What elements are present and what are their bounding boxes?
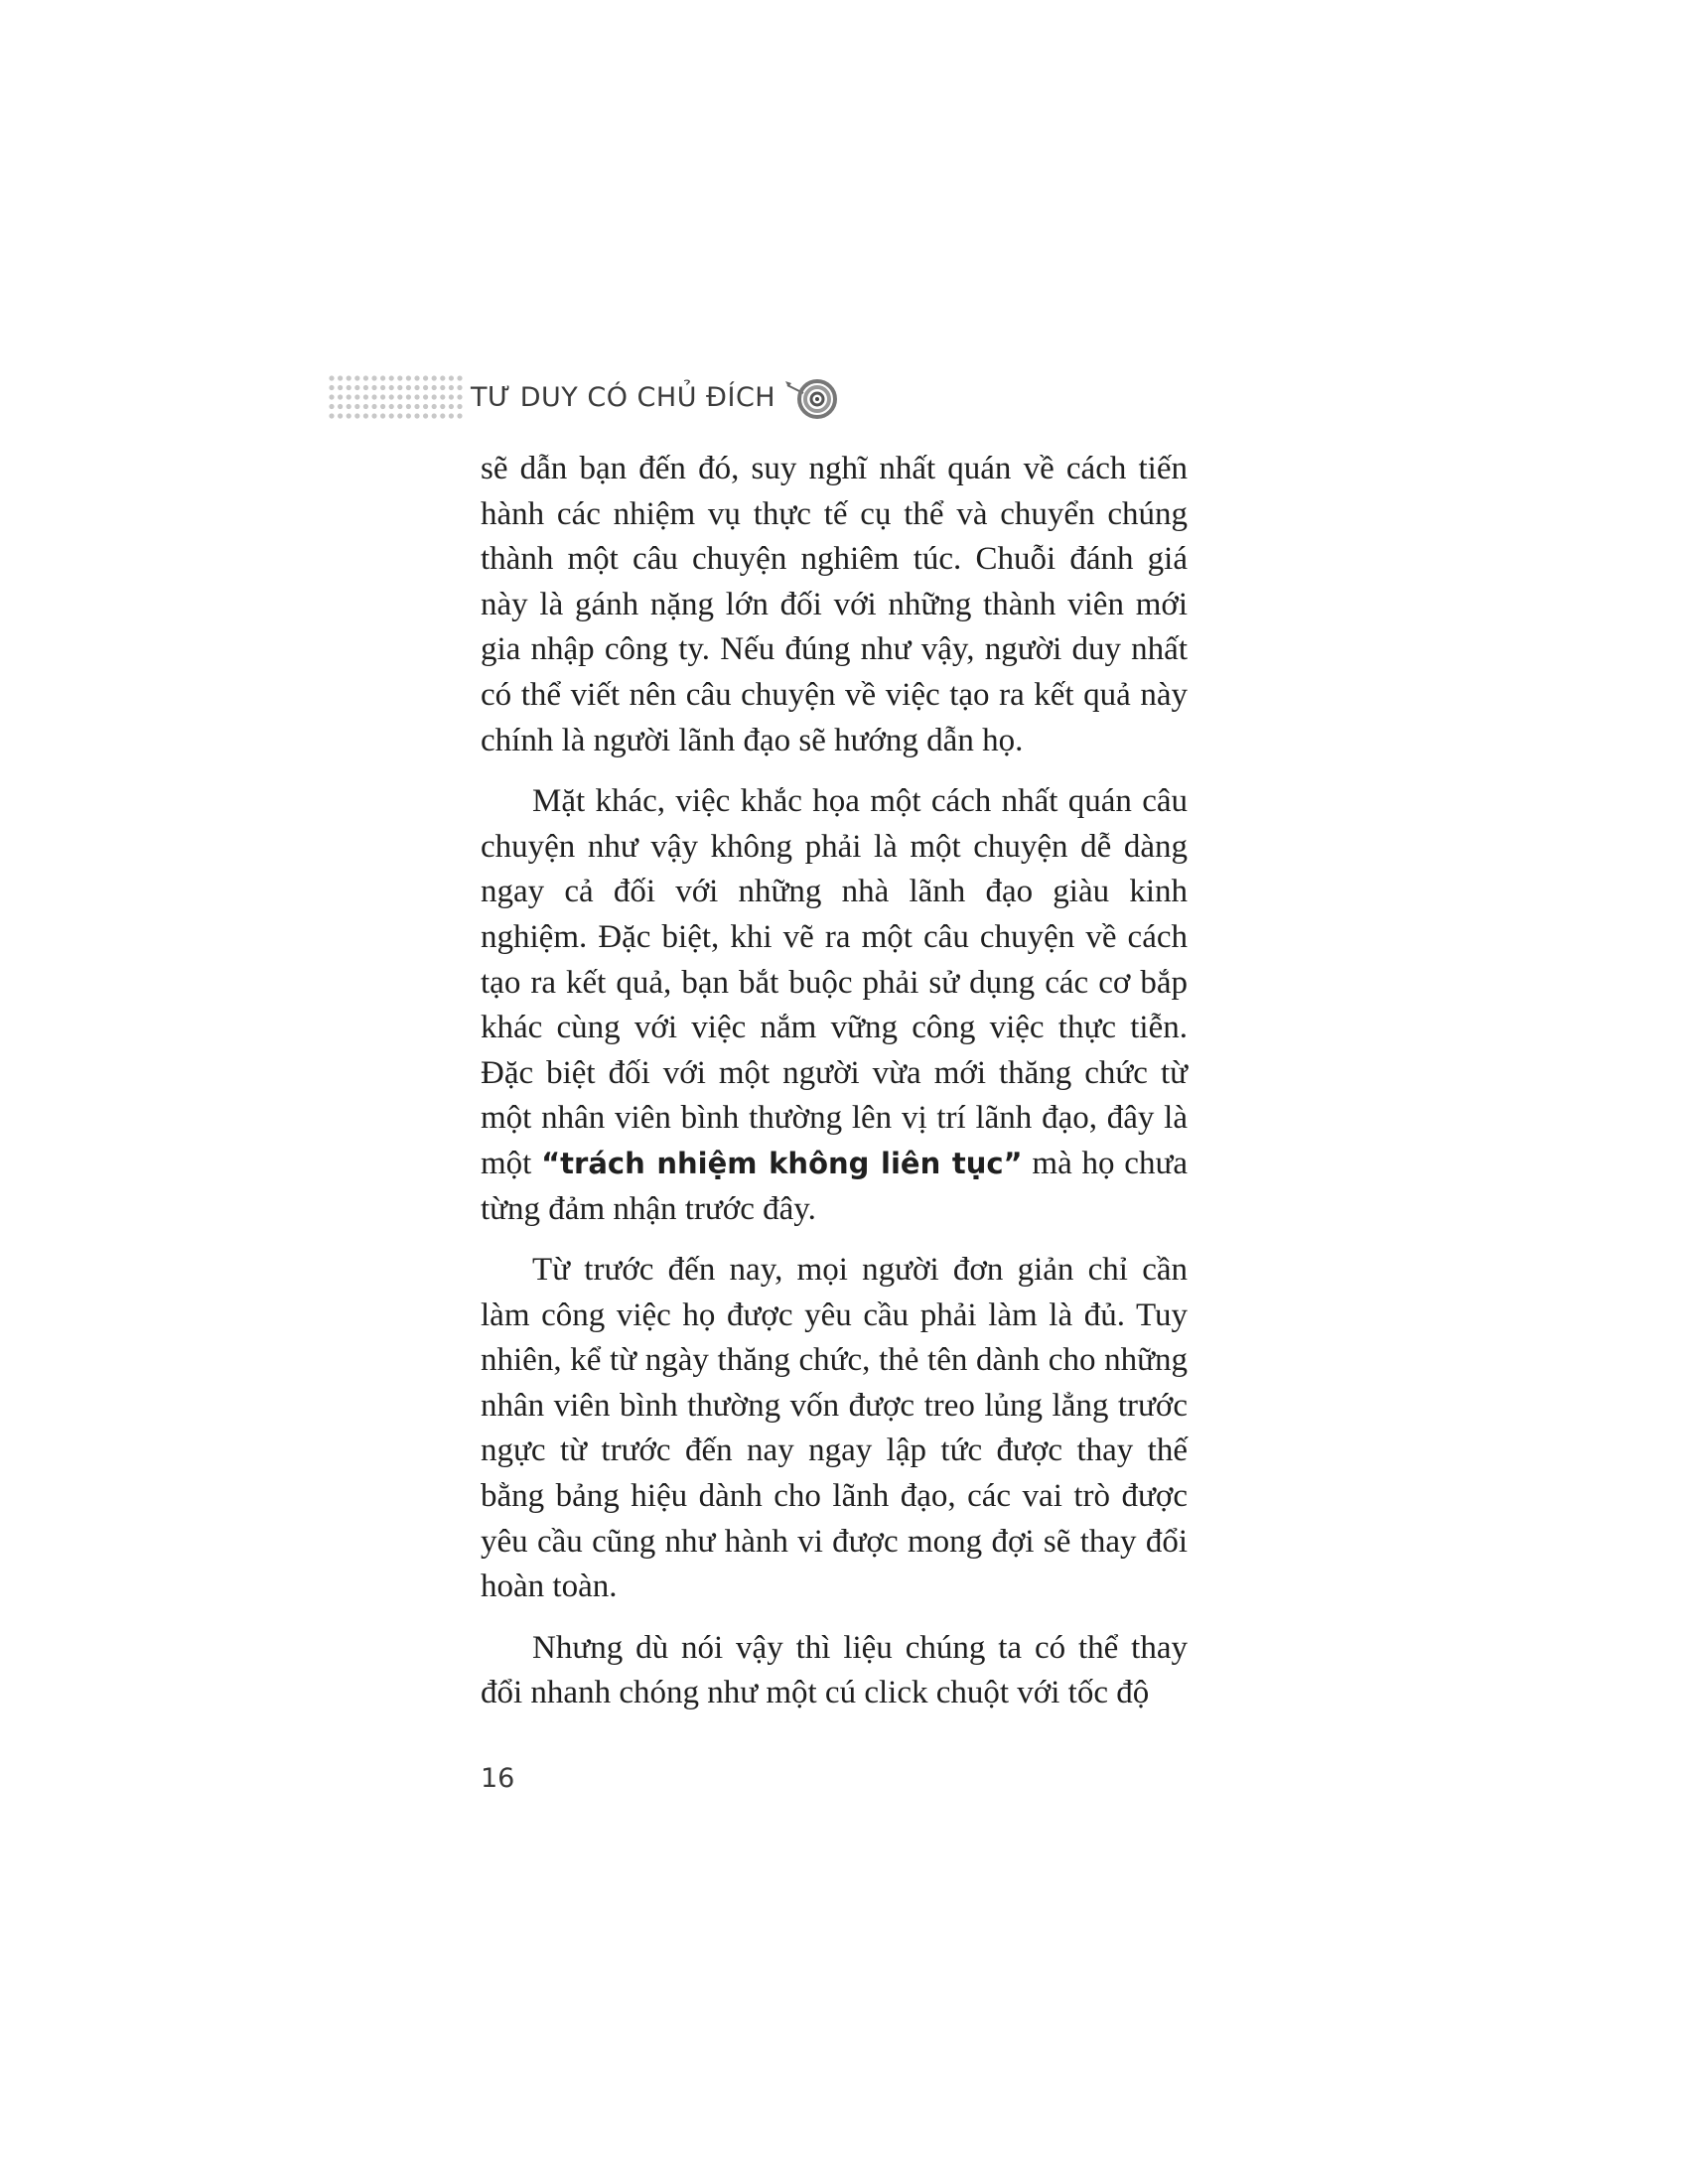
grid-dot <box>329 375 334 380</box>
grid-dot <box>457 394 462 399</box>
grid-dot <box>432 394 437 399</box>
grid-dot <box>440 413 445 418</box>
grid-dot <box>457 413 462 418</box>
grid-dot <box>406 394 411 399</box>
grid-dot <box>449 375 454 380</box>
grid-dot <box>432 375 437 380</box>
grid-dot <box>363 375 368 380</box>
grid-dot <box>380 385 385 390</box>
running-header <box>328 369 837 425</box>
running-title: TƯ DUY CÓ CHỦ ĐÍCH <box>471 381 776 413</box>
grid-dot <box>380 394 385 399</box>
grid-dot <box>397 404 402 409</box>
grid-dot <box>371 394 376 399</box>
grid-dot <box>380 413 385 418</box>
emphasis-phrase: “trách nhiệm không liên tục” <box>541 1146 1023 1180</box>
grid-dot <box>449 385 454 390</box>
target-icon <box>785 373 837 421</box>
grid-dot <box>371 385 376 390</box>
paragraph-2-text-a: Mặt khác, việc khắc họa một cách nhất quán câu chuyện như vậy không phải là một chuyện dễ dàng ngay cả đối với những nhà lãnh đạo giàu kinh nghiệm. Đặc biệt, khi vẽ ra một câu chuyện về cách tạo ra kết quả, bạn bắt buộc phải sử dụng các cơ bắp khác cùng với việc nắm vững công việc thực tiễn. Đặc biệt đối với một người vừa mới thăng chức từ một nhân viên bình thường lên vị trí lãnh đạo, đây là một <box>481 783 1188 1181</box>
grid-dot <box>329 394 334 399</box>
grid-dot <box>329 385 334 390</box>
grid-dot <box>457 404 462 409</box>
grid-dot <box>354 413 359 418</box>
grid-dot <box>380 404 385 409</box>
grid-dot <box>423 413 428 418</box>
grid-dot <box>338 413 343 418</box>
grid-dot <box>380 375 385 380</box>
grid-dot <box>406 385 411 390</box>
grid-dot <box>338 404 343 409</box>
grid-dot <box>406 413 411 418</box>
grid-dot <box>449 404 454 409</box>
grid-dot <box>406 404 411 409</box>
grid-dot <box>414 404 419 409</box>
grid-dot <box>440 385 445 390</box>
grid-dot <box>414 385 419 390</box>
grid-dot <box>457 385 462 390</box>
grid-dot <box>406 375 411 380</box>
grid-dot <box>389 404 394 409</box>
grid-dot <box>354 385 359 390</box>
grid-dot <box>423 394 428 399</box>
grid-dot <box>347 413 352 418</box>
grid-dot <box>440 394 445 399</box>
grid-dot <box>338 375 343 380</box>
grid-dot <box>423 385 428 390</box>
paragraph-4: Nhưng dù nói vậy thì liệu chúng ta có thể thay đổi nhanh chóng như một cú click chuột với tốc độ <box>481 1629 1188 1711</box>
paragraph-2 <box>481 779 1188 1232</box>
grid-dot <box>432 413 437 418</box>
grid-dot <box>414 413 419 418</box>
grid-dot <box>363 413 368 418</box>
grid-dot <box>397 394 402 399</box>
grid-dot <box>397 385 402 390</box>
grid-dot <box>414 375 419 380</box>
grid-dot <box>371 413 376 418</box>
grid-dot <box>354 404 359 409</box>
grid-dot <box>363 404 368 409</box>
grid-dot <box>414 394 419 399</box>
grid-dot <box>338 394 343 399</box>
paragraph-2-text-b: mà họ chưa từng đảm nhận trước đây. <box>481 1145 1188 1227</box>
grid-dot <box>363 385 368 390</box>
grid-dot <box>432 404 437 409</box>
grid-dot <box>449 394 454 399</box>
grid-dot <box>389 394 394 399</box>
grid-dot <box>432 385 437 390</box>
grid-dot <box>389 385 394 390</box>
paragraph-3: Từ trước đến nay, mọi người đơn giản chỉ cần làm công việc họ được yêu cầu phải làm là đủ. Tuy nhiên, kể từ ngày thăng chức, thẻ tên dành cho những nhân viên bình thường vốn được treo lủng lẳng trước ngực từ trước đến nay ngay lập tức được thay thế bằng bảng hiệu dành cho lãnh đạo, các vai trò được yêu cầu cũng như hành vi được mong đợi sẽ thay đổi hoàn toàn. <box>481 1252 1188 1605</box>
grid-dot <box>371 375 376 380</box>
grid-dot <box>457 375 462 380</box>
grid-dot <box>347 375 352 380</box>
grid-dot <box>389 413 394 418</box>
grid-dot <box>329 404 334 409</box>
grid-dot <box>423 375 428 380</box>
grid-dot <box>329 413 334 418</box>
grid-dot <box>354 394 359 399</box>
grid-dot <box>440 375 445 380</box>
body-text <box>481 447 1188 1732</box>
page-number: 16 <box>481 1763 515 1794</box>
grid-dot <box>354 375 359 380</box>
grid-dot <box>363 394 368 399</box>
grid-dot <box>347 404 352 409</box>
grid-dot <box>449 413 454 418</box>
grid-dot <box>347 394 352 399</box>
grid-dot <box>371 404 376 409</box>
grid-dot <box>423 404 428 409</box>
grid-dot <box>440 404 445 409</box>
grid-dot <box>347 385 352 390</box>
dot-grid-decoration <box>328 373 467 421</box>
grid-dot <box>397 413 402 418</box>
grid-dot <box>338 385 343 390</box>
paragraph-1: sẽ dẫn bạn đến đó, suy nghĩ nhất quán về cách tiến hành các nhiệm vụ thực tế cụ thể và chuyển chúng thành một câu chuyện nghiêm túc. Chuỗi đánh giá này là gánh nặng lớn đối với những thành viên mới gia nhập công ty. Nếu đúng như vậy, người duy nhất có thể viết nên câu chuyện về việc tạo ra kết quả này chính là người lãnh đạo sẽ hướng dẫn họ. <box>481 451 1188 758</box>
grid-dot <box>397 375 402 380</box>
grid-dot <box>389 375 394 380</box>
